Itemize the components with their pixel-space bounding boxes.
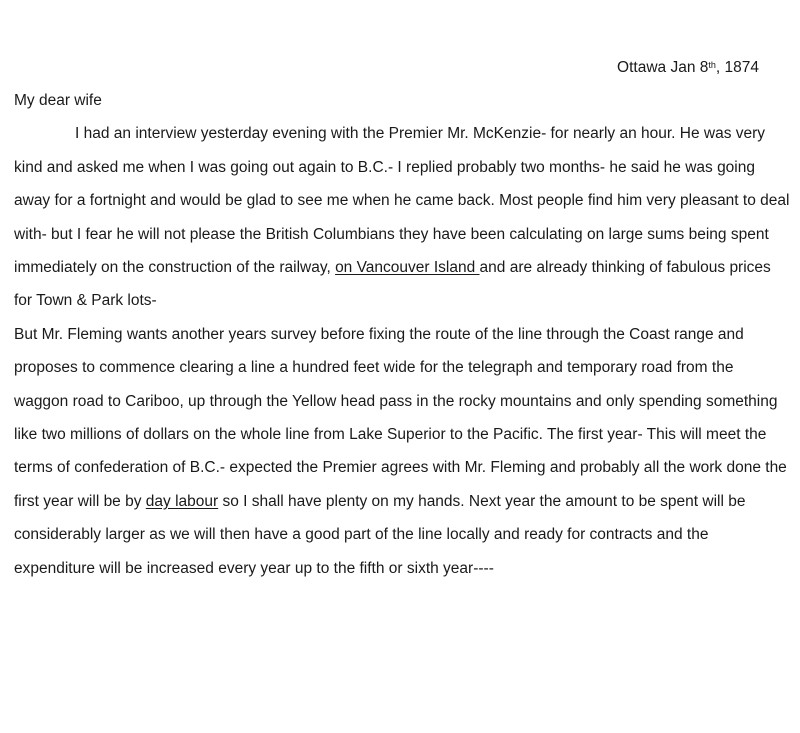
dateline-place-month: Ottawa Jan 8 <box>617 59 709 76</box>
letter-paragraph-1 <box>14 117 790 317</box>
dateline-day-suffix: th <box>708 60 716 70</box>
paragraph-1-text-end: and are already thinking of fabulous prices for Town & Park lots- <box>14 259 771 310</box>
paragraph-2-text-end: so I shall have plenty on my hands. Next year the amount to be spent will be considerably larger as we will then have a good part of the line locally and ready for contracts and the expenditure will be increased every year up to the fifth or sixth year---- <box>14 492 746 577</box>
letter-dateline <box>617 58 759 78</box>
letter-body <box>14 84 790 585</box>
letter-paragraph-2 <box>14 318 790 585</box>
letter-salutation: My dear wife <box>14 92 102 109</box>
paragraph-1-underlined-text: on Vancouver Island <box>335 259 480 277</box>
paragraph-2-text-start: But Mr. Fleming wants another years survey before fixing the route of the line through the Coast range and proposes to commence clearing a line a hundred feet wide for the telegraph and temporary road from the waggon road to Cariboo, up through the Yellow head pass in the rocky mountains and only spending something like two millions of dollars on the whole line from Lake Superior to the Pacific. The first year- This will meet the terms of confederation of B.C.- expected the Premier agrees with Mr. Fleming and probably all the work done the first year will be by <box>14 325 787 510</box>
paragraph-1-text-start: I had an interview yesterday evening with the Premier Mr. McKenzie- for nearly an hour. He was very kind and asked me when I was going out again to B.C.- I replied probably two months- he said he was going away for a fortnight and would be glad to see me when he came back. Most people find him very pleasant to deal with- but I fear he will not please the British Columbians they have been calculating on large sums being spent immediately on the construction of the railway, <box>14 125 790 277</box>
dateline-year: , 1874 <box>715 59 759 76</box>
paragraph-2-underlined-text: day labour <box>145 492 219 510</box>
